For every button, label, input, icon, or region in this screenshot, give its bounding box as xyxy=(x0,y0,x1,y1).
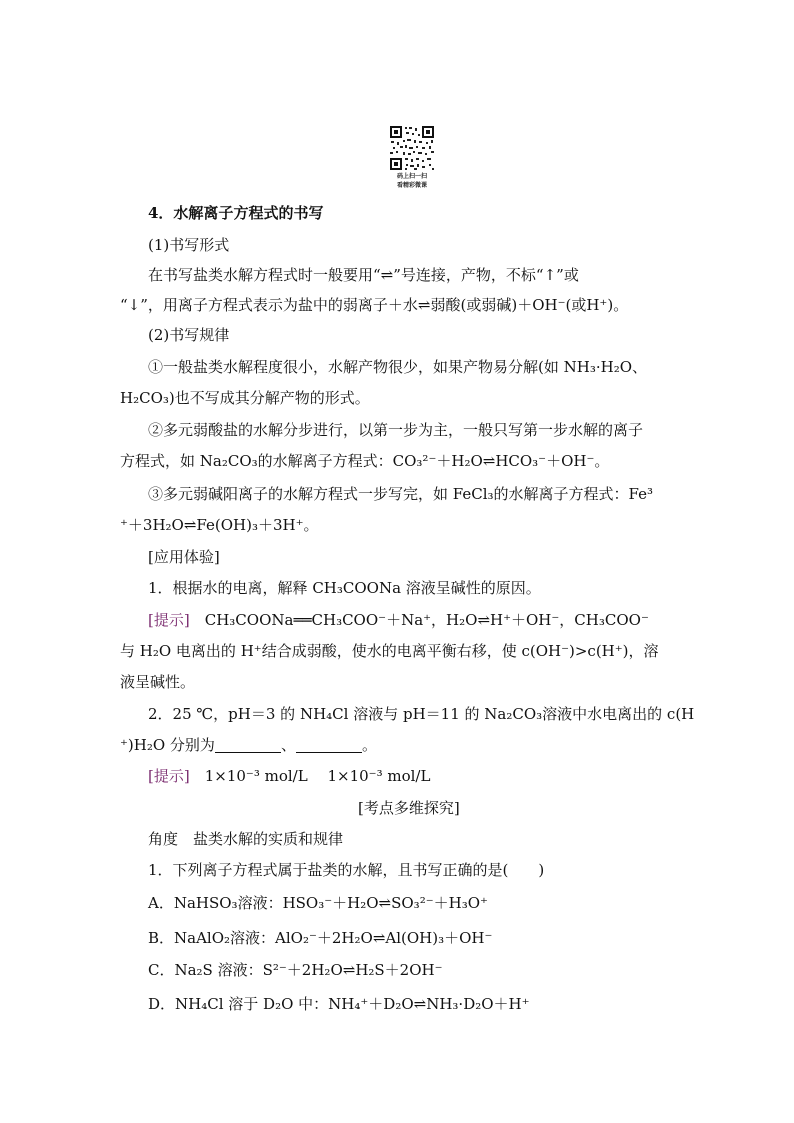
exploration-heading: [考点多维探究] xyxy=(358,799,460,817)
rule3-line1: ③多元弱碱阳离子的水解方程式一步写完，如 FeCl₃的水解离子方程式：Fe³ xyxy=(148,485,654,503)
question-2-line2: ⁺)H₂O 分别为 、 。 xyxy=(120,736,377,754)
option-d: D．NH₄Cl 溶于 D₂O 中：NH₄⁺＋D₂O⇌NH₃·D₂O＋H⁺ xyxy=(148,995,530,1013)
subheading-form: (1)书写形式 xyxy=(148,236,230,254)
answer-blank-2 xyxy=(296,738,362,753)
form-text-line2: “↓”，用离子方程式表示为盐中的弱离子＋水⇌弱酸(或弱碱)＋OH⁻(或H⁺)。 xyxy=(120,296,629,314)
rule3-line2: ⁺＋3H₂O⇌Fe(OH)₃＋3H⁺。 xyxy=(120,516,319,534)
reversible-arrow: ⇌ xyxy=(417,296,431,314)
answer-blank-1 xyxy=(215,738,281,753)
question-1: 1．根据水的电离，解释 CH₃COONa 溶液呈碱性的原因。 xyxy=(148,579,541,597)
angle-heading: 角度 盐类水解的实质和规律 xyxy=(148,830,344,848)
tip-label: [提示] xyxy=(148,611,190,629)
experience-heading: [应用体验] xyxy=(148,548,220,566)
answer-2: [提示] 1×10⁻³ mol/L 1×10⁻³ mol/L xyxy=(148,767,431,785)
option-c: C．Na₂S 溶液：S²⁻＋2H₂O⇌H₂S＋2OH⁻ xyxy=(148,961,443,979)
rule2-line1: ②多元弱酸盐的水解分步进行，以第一步为主，一般只写第一步水解的离子 xyxy=(148,421,644,439)
mcq-stem: 1．下列离子方程式属于盐类的水解，且书写正确的是( ) xyxy=(148,861,545,879)
answer-1-line1: [提示] CH₃COONa══CH₃COO⁻＋Na⁺，H₂O⇌H⁺＋OH⁻，CH₃COO⁻ xyxy=(148,611,649,629)
reversible-arrow: ⇌ xyxy=(380,266,394,284)
qr-code-image xyxy=(389,125,435,171)
question-2-line1: 2．25 ℃，pH＝3 的 NH₄Cl 溶液与 pH＝11 的 Na₂CO₃溶液中水电离出的 c(H xyxy=(148,705,695,723)
qr-caption-line1: 码上扫一扫 xyxy=(396,173,427,180)
form-text-line1: 在书写盐类水解方程式时一般要用“⇌”号连接，产物，不标“↑”或 xyxy=(148,266,579,284)
section-title: 4．水解离子方程式的书写 xyxy=(148,204,324,222)
rule1-line2: H₂CO₃)也不写成其分解产物的形式。 xyxy=(120,389,370,407)
answer-1-line3: 液呈碱性。 xyxy=(120,673,196,691)
option-b: B．NaAlO₂溶液：AlO₂⁻＋2H₂O⇌Al(OH)₃＋OH⁻ xyxy=(148,929,493,947)
rule2-line2: 方程式，如 Na₂CO₃的水解离子方程式：CO₃²⁻＋H₂O⇌HCO₃⁻＋OH⁻。 xyxy=(120,452,610,470)
qr-caption-line2: 看精彩微课 xyxy=(396,182,427,189)
answer-1-line2: 与 H₂O 电离出的 H⁺结合成弱酸，使水的电离平衡右移，使 c(OH⁻)>c(H⁺)，溶 xyxy=(120,642,659,660)
subheading-rules: (2)书写规律 xyxy=(148,326,230,344)
rule1-line1: ①一般盐类水解程度很小，水解产物很少，如果产物易分解(如 NH₃·H₂O、 xyxy=(148,358,648,376)
option-a: A．NaHSO₃溶液：HSO₃⁻＋H₂O⇌SO₃²⁻＋H₃O⁺ xyxy=(148,894,488,912)
tip-label: [提示] xyxy=(148,767,190,785)
